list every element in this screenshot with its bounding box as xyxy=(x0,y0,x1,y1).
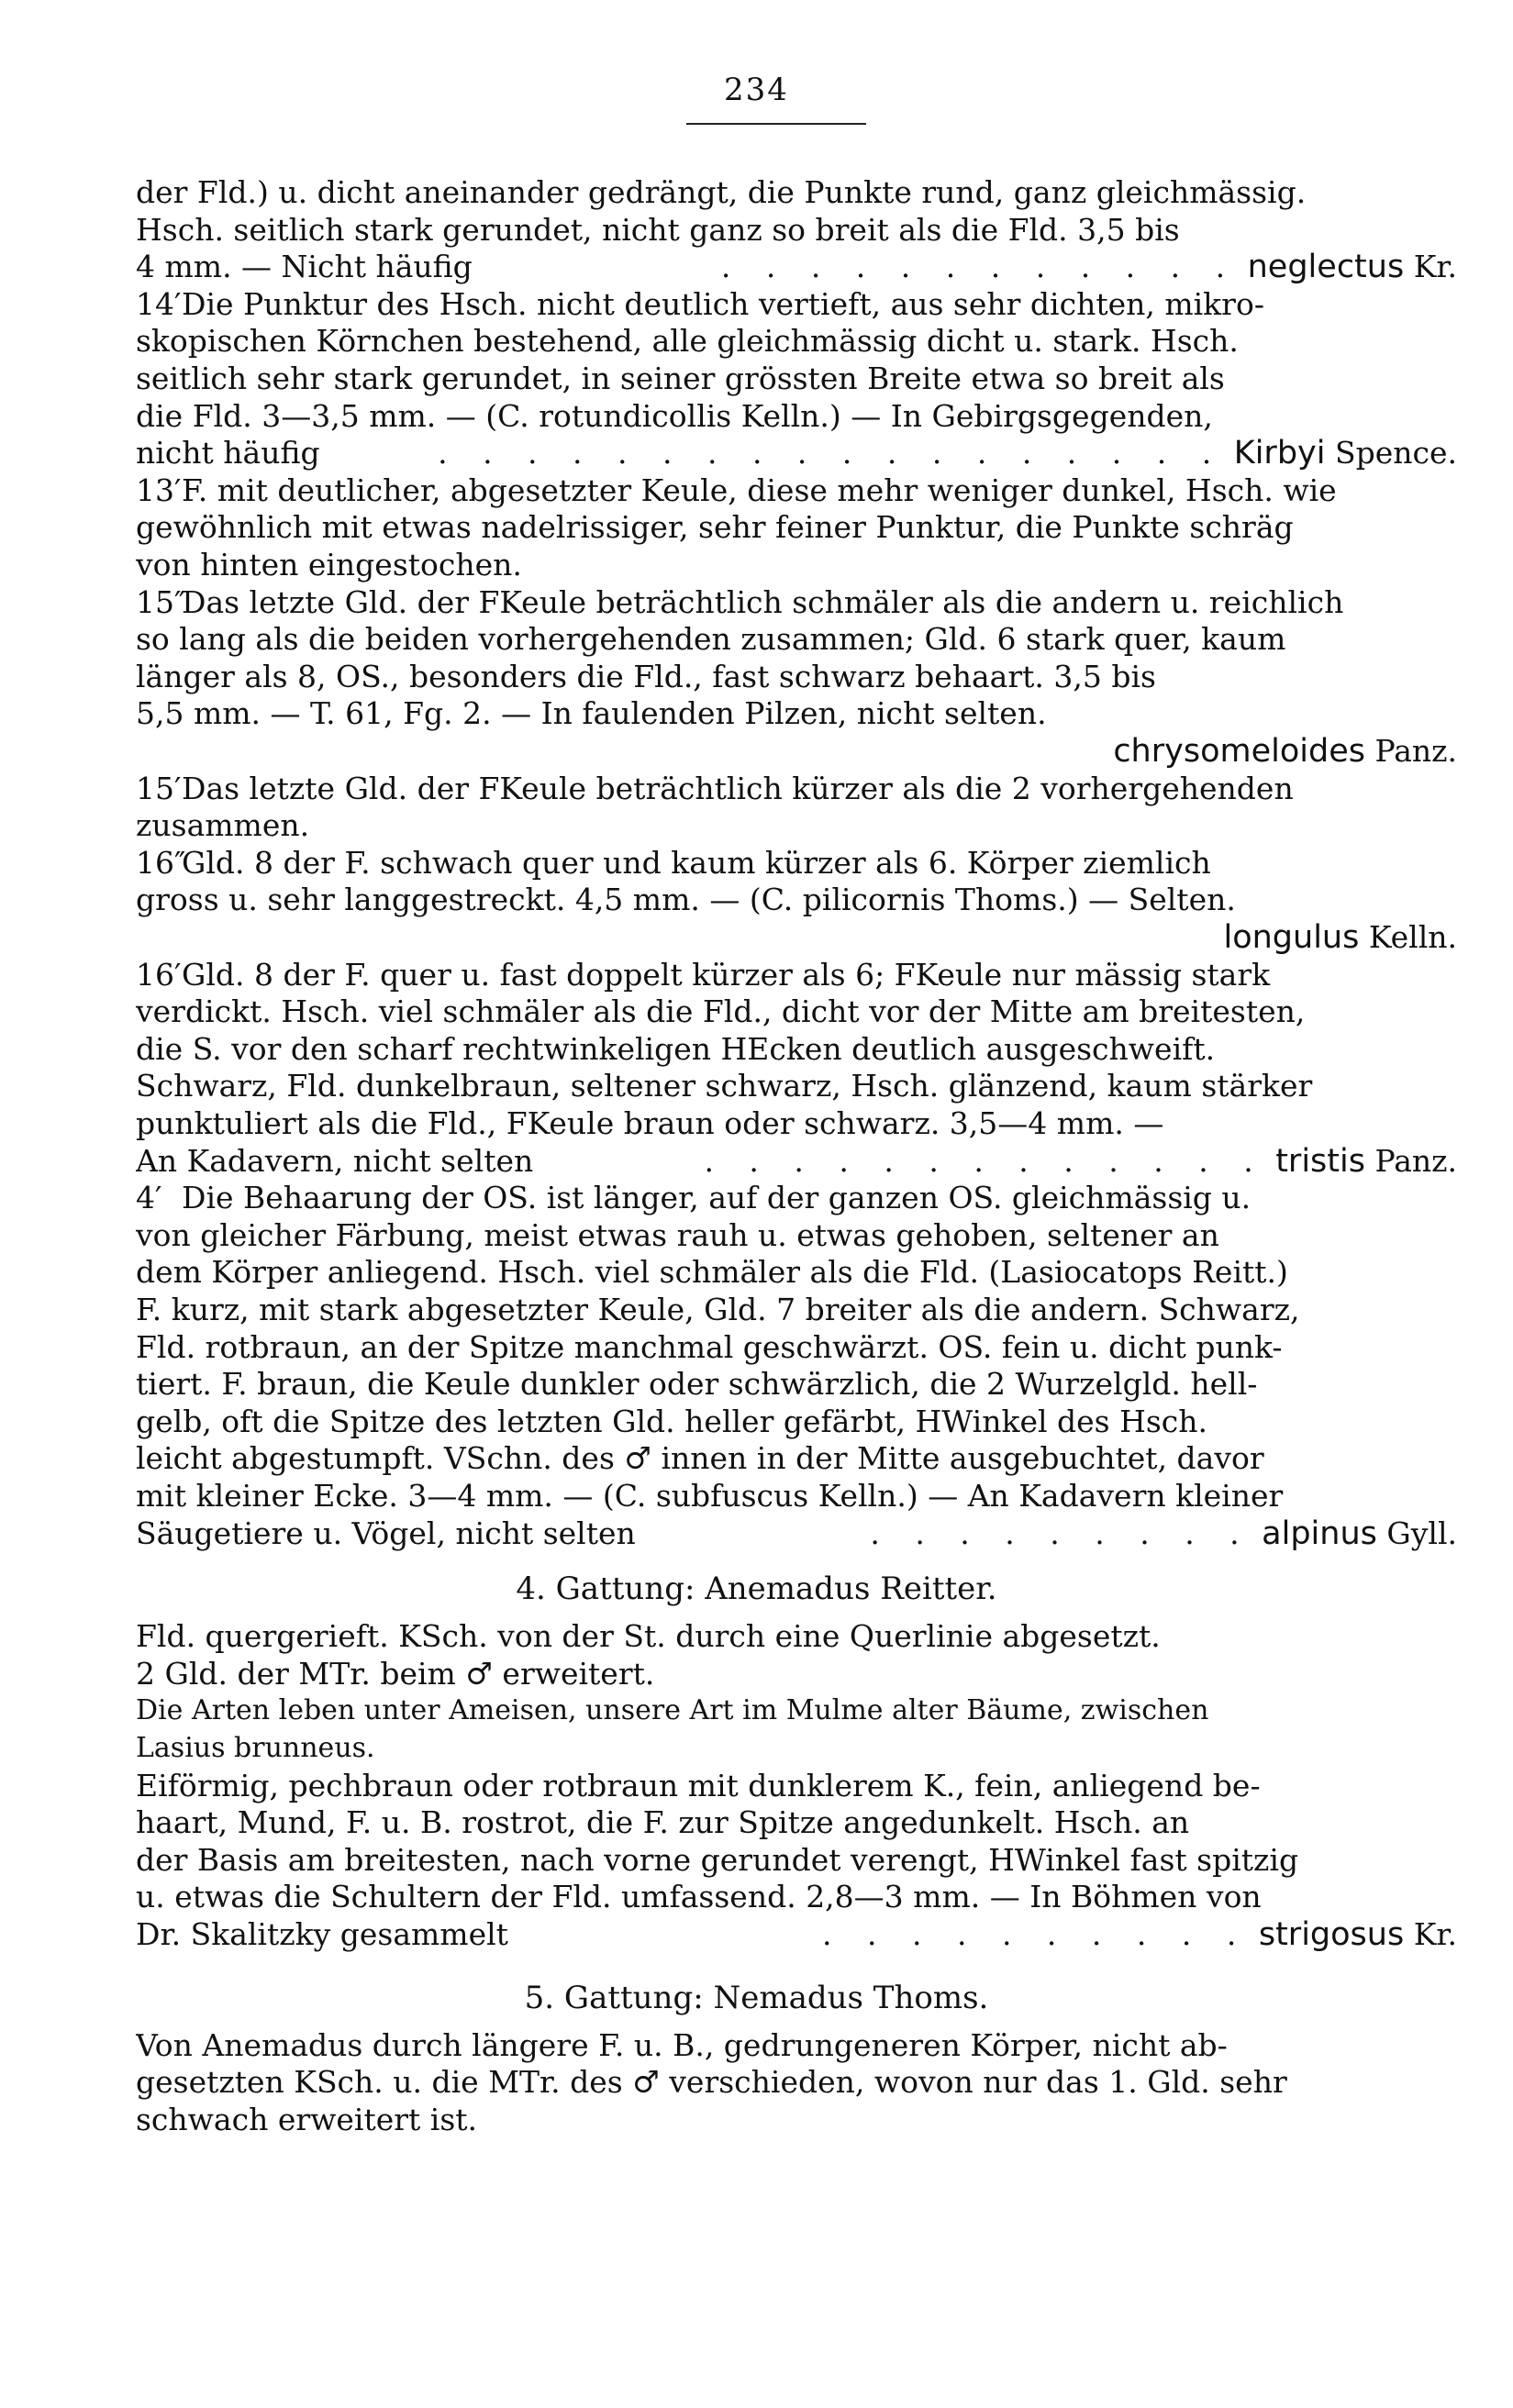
couplet-number: 4′ xyxy=(136,1180,162,1215)
species-entry xyxy=(817,1916,1457,1953)
key-couplet-line xyxy=(136,845,1457,882)
text-line xyxy=(136,509,1457,546)
line-text: schwach erweitert ist. xyxy=(136,2102,478,2137)
text-line xyxy=(136,323,1457,360)
line-text: von gleicher Färbung, meist etwas rauh u. etwas gehoben, seltener an xyxy=(136,1217,1219,1253)
species-author: Gyll. xyxy=(1386,1515,1457,1551)
species-name: neglectus xyxy=(1247,249,1405,285)
text-line xyxy=(136,1804,1457,1841)
line-text: An Kadavern, nicht selten xyxy=(136,1143,534,1179)
line-text: die Fld. 3—3,5 mm. — (C. rotundicollis Kelln.) — In Gebirgsgegenden, xyxy=(136,398,1213,434)
text-line xyxy=(136,1730,1457,1767)
line-text: die S. vor den scharf rechtwinkeligen HEcken deutlich ausgeschweift. xyxy=(136,1031,1216,1067)
text-line xyxy=(136,1692,1457,1729)
line-text: gewöhnlich mit etwas nadelrissiger, sehr feiner Punktur, die Punkte schräg xyxy=(136,509,1294,545)
genus-heading-anemadus: 4. Gattung: Anemadus Reitter. xyxy=(516,1570,997,1607)
couplet-number: 15′ xyxy=(136,771,182,806)
text-line xyxy=(136,1329,1457,1366)
text-line xyxy=(136,733,1457,770)
line-text: F. kurz, mit stark abgesetzter Keule, Gld. 7 breiter als die andern. Schwarz, xyxy=(136,1292,1300,1327)
species-name: strigosus xyxy=(1258,1916,1405,1953)
text-line xyxy=(136,1143,1457,1180)
species-entry xyxy=(1107,733,1457,770)
page-number: 234 xyxy=(724,72,789,108)
line-text: Fld. rotbraun, an der Spitze manchmal geschwärzt. OS. fein u. dicht punk- xyxy=(136,1329,1283,1365)
leader-dots: . . . . . . . . . . . . . xyxy=(704,1143,1266,1179)
text-line xyxy=(136,1292,1457,1328)
text-line xyxy=(136,361,1457,397)
text-line xyxy=(136,993,1457,1030)
species-name: longulus xyxy=(1223,919,1360,956)
text-line xyxy=(136,1618,1457,1655)
text-line xyxy=(136,695,1457,732)
text-line xyxy=(136,621,1457,658)
line-text: Von Anemadus durch längere F. u. B., gedrungeneren Körper, nicht ab- xyxy=(136,2027,1228,2063)
couplet-number: 14′ xyxy=(136,286,182,322)
line-text: haart, Mund, F. u. B. rostrot, die F. zur Spitze angedunkelt. Hsch. an xyxy=(136,1804,1190,1840)
line-text: nicht häufig xyxy=(136,435,320,471)
couplet-number: 16′ xyxy=(136,957,182,993)
line-text: Eiförmig, pechbraun oder rotbraun mit dunklerem K., fein, anliegend be- xyxy=(136,1768,1261,1803)
line-text: Fld. quergerieft. KSch. von der St. durch eine Querlinie abgesetzt. xyxy=(136,1618,1161,1654)
text-line xyxy=(136,1879,1457,1915)
line-text: tiert. F. braun, die Keule dunkler oder schwärzlich, die 2 Wurzelgld. hell- xyxy=(136,1366,1258,1402)
text-line xyxy=(136,1515,1457,1552)
line-text: von hinten eingestochen. xyxy=(136,547,522,583)
line-text: gross u. sehr langgestreckt. 4,5 mm. — (C. pilicornis Thoms.) — Selten. xyxy=(136,882,1236,917)
line-text: Gld. 8 der F. quer u. fast doppelt kürzer als 6; FKeule nur mässig stark xyxy=(182,957,1271,993)
line-text: Die Arten leben unter Ameisen, unsere Art im Mulme alter Bäume, zwischen xyxy=(136,1694,1209,1726)
leader-dots: . . . . . . . . . . . . xyxy=(720,249,1239,284)
text-line xyxy=(136,1656,1457,1692)
line-text: 2 Gld. der MTr. beim ♂ erweitert. xyxy=(136,1656,655,1692)
genus-heading-nemadus: 5. Gattung: Nemadus Thoms. xyxy=(524,1980,989,2016)
text-line xyxy=(136,882,1457,918)
text-line xyxy=(136,1404,1457,1440)
text-line xyxy=(136,659,1457,695)
key-couplet-line xyxy=(136,286,1457,323)
text-line xyxy=(136,174,1457,211)
text-line xyxy=(136,1916,1457,1953)
key-couplet-line xyxy=(136,472,1457,509)
leader-dots: . . . . . . . . . . . . . . . . . . xyxy=(438,435,1225,471)
text-line xyxy=(136,212,1457,249)
text-line xyxy=(136,1031,1457,1068)
text-line xyxy=(136,435,1457,472)
couplet-number: 15″ xyxy=(136,584,186,620)
line-text: Hsch. seitlich stark gerundet, nicht ganz so breit als die Fld. 3,5 bis xyxy=(136,212,1180,248)
line-text: Säugetiere u. Vögel, nicht selten xyxy=(136,1515,636,1551)
species-author: Spence. xyxy=(1334,435,1457,471)
key-couplet-line xyxy=(136,1180,1457,1216)
line-text: Die Punktur des Hsch. nicht deutlich vertieft, aus sehr dichten, mikro- xyxy=(182,286,1264,322)
species-name: chrysomeloides xyxy=(1113,733,1365,770)
species-author: Kr. xyxy=(1413,249,1457,284)
key-couplet-line xyxy=(136,771,1457,807)
text-line xyxy=(136,2027,1457,2064)
text-line xyxy=(136,807,1457,844)
text-line xyxy=(136,1068,1457,1104)
key-couplet-line xyxy=(136,584,1457,621)
text-line xyxy=(136,1842,1457,1879)
text-line xyxy=(136,1366,1457,1403)
couplet-number: 13′ xyxy=(136,472,182,508)
line-text: 5,5 mm. — T. 61, Fg. 2. — In faulenden Pilzen, nicht selten. xyxy=(136,695,1047,731)
line-text: u. etwas die Schultern der Fld. umfassend. 2,8—3 mm. — In Böhmen von xyxy=(136,1879,1262,1914)
line-text: Das letzte Gld. der FKeule beträchtlich schmäler als die andern u. reichlich xyxy=(182,584,1344,620)
line-text: 4 mm. — Nicht häufig xyxy=(136,249,473,284)
line-text: so lang als die beiden vorhergehenden zusammen; Gld. 6 stark quer, kaum xyxy=(136,621,1286,657)
text-line xyxy=(136,1478,1457,1515)
species-entry xyxy=(864,1515,1457,1552)
line-text: Schwarz, Fld. dunkelbraun, seltener schwarz, Hsch. glänzend, kaum stärker xyxy=(136,1068,1313,1104)
line-text: gesetzten KSch. u. die MTr. des ♂ verschieden, wovon nur das 1. Gld. sehr xyxy=(136,2064,1287,2100)
line-text: dem Körper anliegend. Hsch. viel schmäler als die Fld. (Lasiocatops Reitt.) xyxy=(136,1254,1288,1290)
leader-dots: . . . . . . . . . xyxy=(870,1515,1252,1551)
key-couplet-line xyxy=(136,957,1457,993)
text-line xyxy=(136,1105,1457,1142)
text-line xyxy=(136,249,1457,285)
line-text: F. mit deutlicher, abgesetzter Keule, diese mehr weniger dunkel, Hsch. wie xyxy=(182,472,1337,508)
line-text: Das letzte Gld. der FKeule beträchtlich kürzer als die 2 vorhergehenden xyxy=(182,771,1294,806)
species-entry xyxy=(432,435,1457,472)
line-text: leicht abgestumpft. VSchn. des ♂ innen in der Mitte ausgebuchtet, davor xyxy=(136,1440,1264,1476)
species-entry xyxy=(716,249,1457,285)
text-line xyxy=(136,1217,1457,1254)
text-line xyxy=(136,2064,1457,2101)
text-line xyxy=(136,398,1457,435)
line-text: Lasius brunneus. xyxy=(136,1732,375,1764)
line-text: skopischen Körnchen bestehend, alle gleichmässig dicht u. stark. Hsch. xyxy=(136,323,1239,359)
leader-dots: . . . . . . . . . . xyxy=(822,1916,1250,1952)
text-line xyxy=(136,1768,1457,1804)
line-text: Dr. Skalitzky gesammelt xyxy=(136,1916,508,1952)
line-text: Gld. 8 der F. schwach quer und kaum kürzer als 6. Körper ziemlich xyxy=(182,845,1211,881)
line-text: mit kleiner Ecke. 3—4 mm. — (C. subfuscus Kelln.) — An Kadavern kleiner xyxy=(136,1478,1284,1514)
text-line xyxy=(136,1440,1457,1477)
species-name: tristis xyxy=(1275,1143,1365,1180)
line-text: gelb, oft die Spitze des letzten Gld. heller gefärbt, HWinkel des Hsch. xyxy=(136,1404,1208,1439)
line-text: Die Behaarung der OS. ist länger, auf der ganzen OS. gleichmässig u. xyxy=(182,1180,1252,1215)
species-name: alpinus xyxy=(1262,1515,1377,1552)
line-text: punktuliert als die Fld., FKeule braun oder schwarz. 3,5—4 mm. — xyxy=(136,1105,1164,1141)
line-text: zusammen. xyxy=(136,807,310,843)
species-entry xyxy=(698,1143,1457,1180)
line-text: seitlich sehr stark gerundet, in seiner grössten Breite etwa so breit als xyxy=(136,361,1225,396)
text-line xyxy=(136,919,1457,956)
species-author: Kr. xyxy=(1413,1916,1457,1952)
species-entry xyxy=(1218,919,1457,956)
line-text: der Basis am breitesten, nach vorne gerundet verengt, HWinkel fast spitzig xyxy=(136,1842,1299,1878)
header-rule xyxy=(686,123,866,125)
line-text: verdickt. Hsch. viel schmäler als die Fld., dicht vor der Mitte am breitesten, xyxy=(136,993,1306,1029)
species-author: Panz. xyxy=(1374,733,1457,769)
text-line xyxy=(136,547,1457,583)
text-line xyxy=(136,1254,1457,1291)
couplet-number: 16″ xyxy=(136,845,186,881)
text-line xyxy=(136,2102,1457,2138)
line-text: länger als 8, OS., besonders die Fld., fast schwarz behaart. 3,5 bis xyxy=(136,659,1156,694)
line-text: der Fld.) u. dicht aneinander gedrängt, die Punkte rund, ganz gleichmässig. xyxy=(136,174,1307,210)
species-name: Kirbyi xyxy=(1233,435,1326,472)
species-author: Kelln. xyxy=(1368,919,1457,955)
species-author: Panz. xyxy=(1374,1143,1457,1179)
